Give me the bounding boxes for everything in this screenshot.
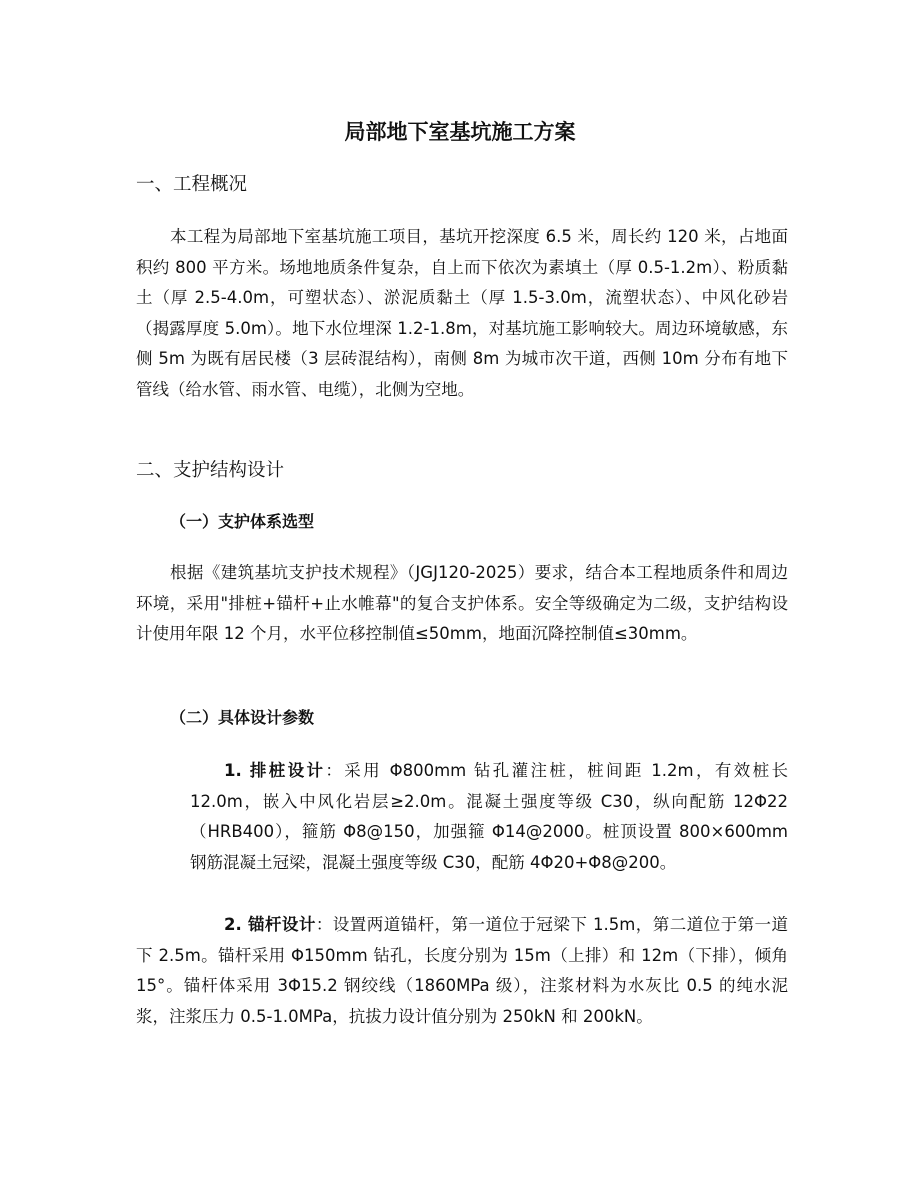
design-item-pile xyxy=(190,756,788,878)
section-heading-overview: 一、工程概况 xyxy=(136,174,248,195)
system-selection-paragraph: 根据《建筑基坑支护技术规程》（JGJ120-2025）要求，结合本工程地质条件和周边环境，采用"排桩+锚杆+止水帷幕"的复合支护体系。安全等级确定为二级，支护结构设计使用年限 12 个月，水平位移控制值≤50mm，地面沉降控制值≤30mm。 xyxy=(136,563,788,643)
overview-paragraph: 本工程为局部地下室基坑施工项目，基坑开挖深度 6.5 米，周长约 120 米，占地面积约 800 平方米。场地地质条件复杂，自上而下依次为素填土（厚 0.5-1.2m）、粉质黏土（厚 2.5-4.0m，可塑状态）、淤泥质黏土（厚 1.5-3.0m，流塑状态）、中风化砂岩（揭露厚度 5.0m）。地下水位埋深 1.2-1.8m，对基坑施工影响较大。周边环境敏感，东侧 5m 为既有居民楼（3 层砖混结构），南侧 8m 为城市次干道，西侧 10m 分布有地下管线（给水管、雨水管、电缆），北侧为空地。 xyxy=(136,227,788,399)
subsection-heading-system-selection: （一）支护体系选型 xyxy=(170,512,315,531)
document-title: 局部地下室基坑施工方案 xyxy=(344,120,576,144)
section-heading-support-design: 二、支护结构设计 xyxy=(136,460,285,481)
design-item-anchor xyxy=(136,910,788,1032)
subsection-heading-design-parameters: （二）具体设计参数 xyxy=(170,708,315,727)
design-item-pile-label: 1. 排桩设计 xyxy=(224,761,326,780)
design-item-pile-text: ：采用 Φ800mm 钻孔灌注桩，桩间距 1.2m，有效桩长 12.0m，嵌入中风化岩层≥2.0m。混凝土强度等级 C30，纵向配筋 12Φ22（HRB400），箍筋 Φ8@150，加强箍 Φ14@2000。桩顶设置 800×600mm 钢筋混凝土冠梁，混凝土强度等级 C30，配筋 4Φ20+Φ8@200。 xyxy=(190,761,788,872)
design-item-anchor-label: 2. 锚杆设计 xyxy=(224,915,316,934)
design-item-anchor-text: ：设置两道锚杆，第一道位于冠梁下 1.5m，第二道位于第一道下 2.5m。锚杆采用 Φ150mm 钻孔，长度分别为 15m（上排）和 12m（下排），倾角 15°。锚杆体采用 3Φ15.2 钢绞线（1860MPa 级），注浆材料为水灰比 0.5 的纯水泥浆，注浆压力 0.5-1.0MPa，抗拔力设计值分别为 250kN 和 200kN。 xyxy=(136,915,788,1026)
